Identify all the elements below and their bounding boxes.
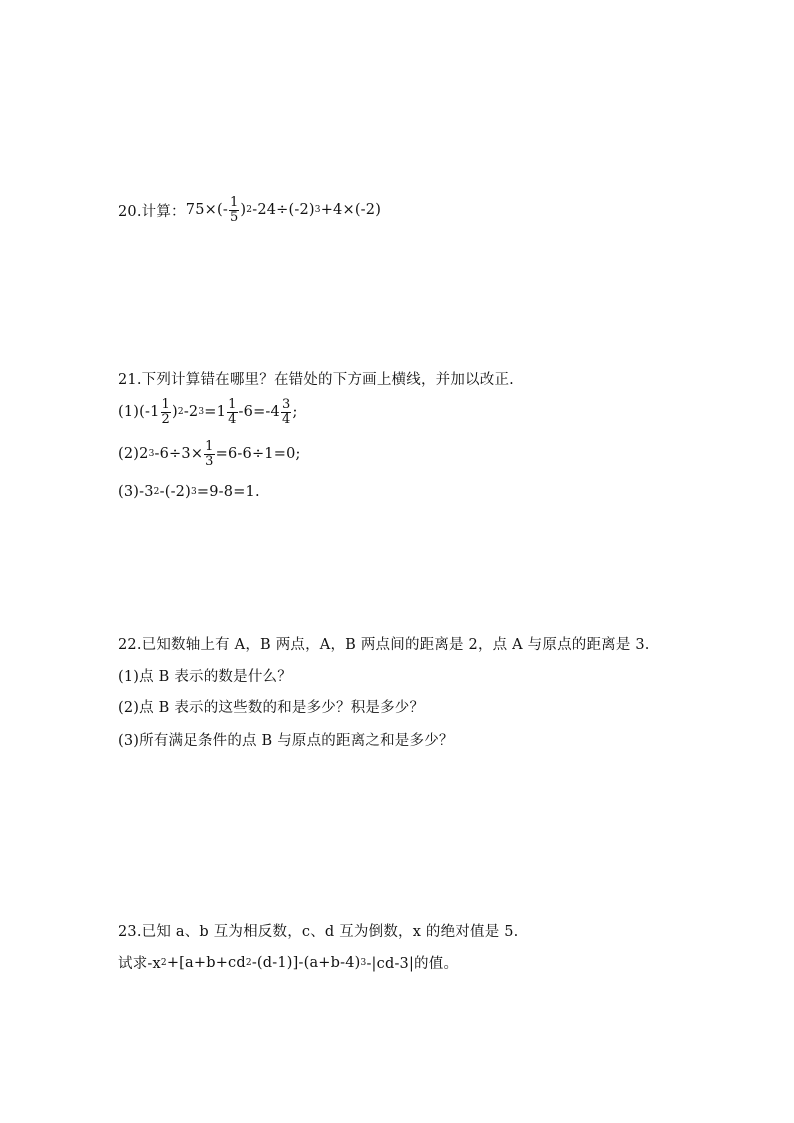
question-22-sub-1 [118,665,292,686]
question-21-item-2: (2)2 3 -6÷3× $\frac{1}{3}$ =6-6÷1=0; [118,439,301,469]
q22-sub-3-text: (3)所有满足条件的点 B 与原点的距离之和是多少？ [118,733,454,749]
q23-title-text: 23.已知 a、b 互为相反数，c、d 互为倒数，x 的绝对值是 5. [118,924,519,940]
question-21-title [118,368,514,389]
q21-2-fraction [204,440,214,468]
q21-1-fraction-1 [161,398,171,426]
q22-title-text: 22.已知数轴上有 A，B 两点，A，B 两点间的距离是 2，点 A 与原点的距离是 3. [118,637,650,653]
question-23-expression: 试求-x 2 +[a+b+cd 2 -(d-1)]-(a+b-4) 3 -|cd-3|的值。 [118,952,458,973]
fraction-numerator: 1 [205,439,214,454]
q21-3-b: -(-2) [159,484,191,500]
fraction-denominator: 5 [229,209,239,225]
q22-sub-2-text: (2)点 B 表示的这些数的和是多少？积是多少？ [118,700,425,716]
q21-3-c: =9-8=1. [196,484,260,500]
question-22-sub-3 [118,729,454,750]
question-22-title [118,633,650,654]
q21-1-c: -2 [183,404,199,421]
q20-label: 20.计算： [118,203,186,220]
q21-1-d: =1 [204,404,227,421]
question-20: 20.计算： 75×(- $\frac{1}{5}$ ) 2 -24÷(-2) 3 +4×(-2) [118,195,382,225]
q21-2-b: -6÷3× [154,446,204,463]
q21-3-a: (3)-3 [118,484,154,500]
question-21-item-3: (3)-3 2 -(-2) 3 =9-8=1. [118,484,260,500]
q20-part2: ) [240,202,247,219]
q20-part3: -24÷(-2) [252,202,315,219]
q23-expr-2: +[a+b+cd [166,954,246,971]
q20-part4: +4×(-2) [320,202,382,219]
q23-expr-1: 试求-x [118,956,161,972]
fraction-denominator: 4 [281,411,291,427]
question-23-title [118,920,518,941]
q20-part1: 75×(- [185,202,228,219]
q21-2-c: =6-6÷1=0; [215,446,301,463]
q21-1-a: (1)(-1 [118,404,160,421]
fraction-numerator: 3 [281,397,291,412]
fraction-denominator: 3 [205,453,214,469]
q23-expr-3: -(d-1)]-(a+b-4) [251,954,361,971]
q21-1-f: ; [292,404,298,421]
fraction-numerator: 1 [229,195,239,210]
fraction-denominator: 2 [161,411,171,427]
q21-1-fraction-3 [281,398,291,426]
q21-2-a: (2)2 [118,446,149,463]
question-22-sub-2 [118,696,424,717]
q21-1-e: -6=-4 [238,404,280,421]
q21-1-fraction-2 [227,398,237,426]
q21-1-b: ) [172,404,178,421]
q22-sub-1-text: (1)点 B 表示的数是什么？ [118,669,292,685]
q20-fraction [229,196,239,224]
fraction-denominator: 4 [228,411,237,427]
question-21-item-1: (1)(-1 $\frac{1}{2}$ ) 2 -2 3 =1 $\frac{1}{4}$ -6=-4 $\frac{3}{4}$ ; [118,397,298,427]
fraction-numerator: 1 [161,397,171,412]
fraction-numerator: 1 [228,397,237,412]
q21-title-text: 21.下列计算错在哪里？在错处的下方画上横线，并加以改正. [118,372,514,388]
q23-expr-4: -|cd-3|的值。 [366,956,459,972]
